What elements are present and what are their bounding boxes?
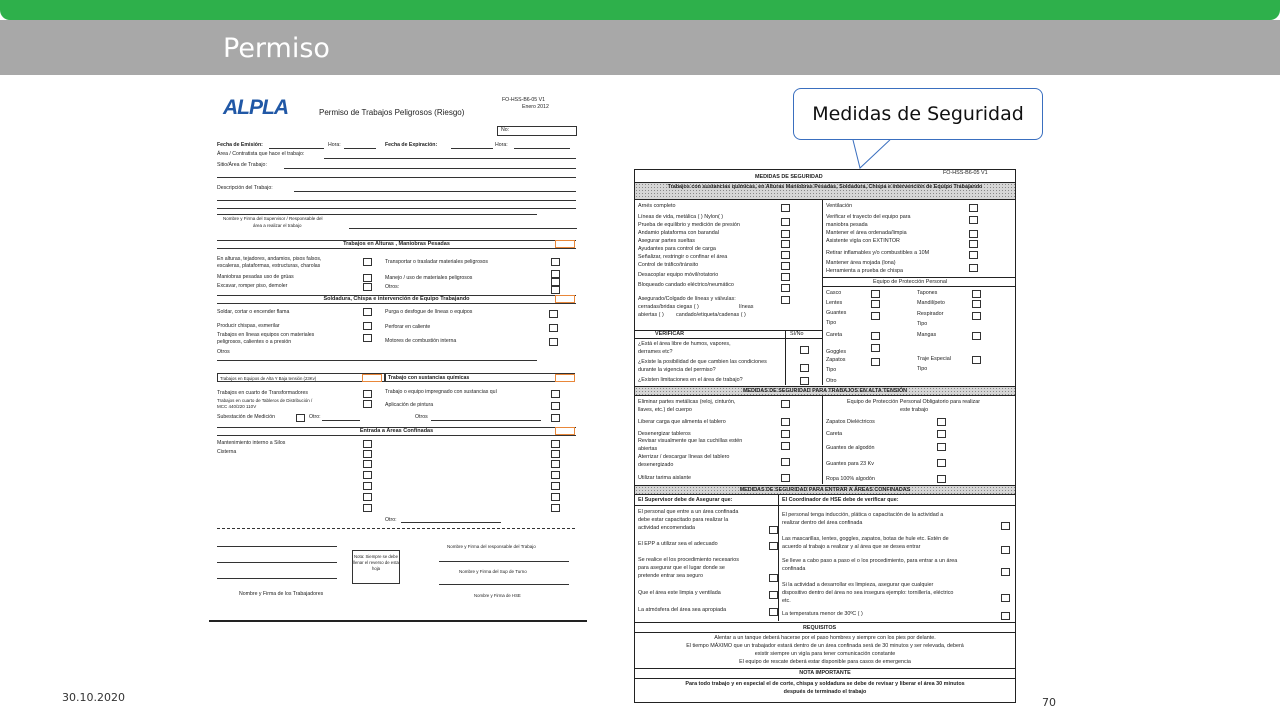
requirement-line: El equipo de rescate deberá estar disponible para casos de emergencia [739, 659, 911, 665]
s3-item: actividad encomendada [638, 525, 695, 531]
checkbox[interactable] [1001, 568, 1010, 576]
checkbox[interactable] [800, 364, 809, 372]
s1-item-right: Retirar inflamables y/o combustibles a 10M [826, 250, 930, 256]
s1-item-right: Verificar el trayecto del equipo para [826, 214, 911, 220]
issue-date-label: Fecha de Emisión: [217, 142, 263, 148]
checkbox[interactable] [800, 346, 809, 354]
s3-item-right: Las mascarillas, lentes, goggles, zapatos, botas de hule etc. Estén de [782, 536, 949, 542]
s3-item-right: Se lleve a cabo paso a paso el o los procedimiento, para entrar a un área [782, 558, 958, 564]
s3-item: debe estar capacitado para realizar la [638, 517, 729, 523]
checkbox[interactable] [551, 414, 560, 422]
checkbox[interactable] [549, 338, 558, 346]
note-box [352, 550, 400, 584]
callout-label: Medidas de Seguridad [793, 88, 1043, 140]
checkbox[interactable] [781, 418, 790, 426]
checkbox[interactable] [551, 286, 560, 294]
checkbox[interactable] [551, 504, 560, 512]
checkbox[interactable] [781, 204, 790, 212]
s1-item: Andamio plataforma con barandal [638, 230, 719, 236]
checkbox[interactable] [781, 442, 790, 450]
hse-heading: El Coordinador de HSE debe de verificar que: [782, 497, 899, 503]
checkbox[interactable] [871, 358, 880, 366]
checkbox[interactable] [1001, 594, 1010, 602]
exp-date-label: Fecha de Expiración: [385, 142, 438, 148]
s3-item-right: El personal tenga inducción, plática o capacitación de la actividad a [782, 512, 944, 518]
checkbox[interactable] [363, 308, 372, 316]
s1-item: Asegurar partes sueltas [638, 238, 695, 244]
yes-no-heading: SI/No [790, 331, 804, 337]
checkbox[interactable] [551, 440, 560, 448]
s3-item-right: Trabajo o equipo impregnado con sustancias quí [385, 389, 497, 395]
s3-item: para asegurar que el lugar donde se [638, 565, 725, 571]
section-high-voltage: MEDIDAS DE SEGURIDAD PARA TRABAJOS EN ALTA TENSIÓN [635, 386, 1015, 396]
s1-item: Asegurado/Colgado de líneas y válvulas: [638, 296, 736, 302]
checkbox[interactable] [296, 414, 305, 422]
s1-item-right: maniobra pesada [826, 222, 868, 228]
signature-workers: Nombre y Firma de los Trabajadores [239, 591, 324, 597]
checkbox[interactable] [871, 290, 880, 298]
alpla-logo: ALPLA [223, 96, 288, 119]
checkbox[interactable] [871, 300, 880, 308]
s2-item: Producir chispas, esmerilar [217, 323, 280, 329]
checkbox[interactable] [363, 493, 372, 501]
checkbox[interactable] [363, 471, 372, 479]
s1-item: Ayudantes para control de carga [638, 246, 716, 252]
checkbox[interactable] [363, 400, 372, 408]
checkbox[interactable] [969, 216, 978, 224]
section-safety-heights: Trabajos con sustancias químicas, en Alturas Maniobras Pesadas, Soldadura, Chispa e intervención de Equipo Trabajando [635, 182, 1015, 200]
s3-item-right: etc. [782, 598, 791, 604]
s3-item-right: acuerdo al trabajo a realizar y al área que se desea entrar [782, 544, 921, 550]
epp-item: Lentes [826, 300, 843, 306]
epp-item-right: Tipo [917, 321, 928, 327]
checkbox[interactable] [549, 310, 558, 318]
s1-item: escaleras, plataformas, estructuras, charolas [217, 263, 321, 269]
checkbox[interactable] [969, 204, 978, 212]
s3-item-right: dispositivo dentro del área no sea insegura ejemplo: tornillería, eléctrico [782, 590, 954, 596]
important-note-heading: NOTA IMPORTANTE [799, 670, 851, 676]
section-tension-checkbox[interactable] [362, 374, 382, 382]
top-accent-strip [0, 0, 1280, 20]
s3-item: Otro: [309, 414, 321, 420]
checkbox[interactable] [769, 608, 778, 616]
s1-item: abiertas ( ) [638, 312, 664, 318]
s3-item-right: Aplicación de pintura [385, 402, 434, 408]
epp-item: Goggles [826, 349, 847, 355]
s2-item-right: Equipo de Protección Personal Obligatorio para realizar [847, 399, 981, 405]
checkbox[interactable] [769, 574, 778, 582]
checkbox[interactable] [1001, 522, 1010, 530]
s2-item: Utilizar tarima aislante [638, 475, 692, 481]
checkbox[interactable] [551, 402, 560, 410]
signature-supervisor: Nombre y Firma del Sup de Turno [459, 569, 527, 574]
epp-item-right: Tapones [917, 290, 938, 296]
hour2-label: Hora: [495, 142, 508, 148]
s1-item: Bloqueado candado eléctrico/neumático [638, 282, 734, 288]
s2-item: Trabajos en líneas equipos con materiales [217, 332, 315, 338]
s1-item-right: Asistente vigía con EXTINTOR [826, 238, 900, 244]
form-code: FO-HSS-B6-05 V1 [502, 97, 545, 103]
checkbox[interactable] [781, 240, 790, 248]
checkbox[interactable] [551, 460, 560, 468]
checkbox[interactable] [363, 283, 372, 291]
cut-line [217, 528, 575, 529]
s3-item: pretende entrar sea seguro [638, 573, 704, 579]
epp-item: Guantes [826, 310, 847, 316]
note-line: llenar el reverso de esta [353, 560, 399, 565]
description-label: Descripción del Trabajo: [217, 185, 273, 191]
checkbox[interactable] [800, 377, 809, 385]
checkbox[interactable] [363, 390, 372, 398]
checkbox[interactable] [781, 218, 790, 226]
s2-item-right: Guantes de algodón [826, 445, 875, 451]
checkbox[interactable] [781, 430, 790, 438]
epp-item-right: Traje Especial [917, 356, 951, 362]
checkbox[interactable] [363, 274, 372, 282]
s1-item: Maniobras pesadas uso de grúas [217, 274, 294, 280]
s1-item-right: Mantener área mojada (lona) [826, 260, 896, 266]
s2-item: desenergizado [638, 462, 674, 468]
checkbox[interactable] [871, 344, 880, 352]
s1-item: candado/etiqueta/cadenas ( ) [676, 312, 746, 318]
s2-item-right: Zapatos Dieléctricos [826, 419, 875, 425]
section-welding-checkbox[interactable] [555, 295, 575, 303]
s2-item-right: Motores de combustión interna [385, 338, 457, 344]
s3-item: MCC 440/220 110V [217, 404, 257, 409]
s1-item: Control de tráfico/tránsito [638, 262, 699, 268]
section-heights-checkbox[interactable] [555, 240, 575, 248]
signature-responsable: Nombre y Firma del responsable del Trabajo [447, 544, 536, 549]
s1-item-right: Otros: [385, 284, 400, 290]
s3-item: El personal que entre a un área confinada [638, 509, 739, 515]
s1-item: En alturas, tejadores, andamios, pisos falsos, [217, 256, 322, 262]
note-line: hoja [371, 566, 381, 571]
section-tension-bar: Trabajos en Equipos de Alta Y Baja tensión (23Kv) [217, 373, 385, 382]
checkbox[interactable] [781, 230, 790, 238]
s2-item-right: Guantes para 23 Kv [826, 461, 874, 467]
s2-item: Soldar, cortar o encender flama [217, 309, 290, 315]
form-bottom-rule [209, 620, 587, 622]
checkbox[interactable] [781, 296, 790, 304]
s1-item-right: Transportar o trasladar materiales peligrosos [385, 259, 489, 265]
s3-item-right: Otros [415, 414, 428, 420]
epp-item: Otro [826, 378, 837, 384]
s1-item-right: Herramienta a prueba de chispa [826, 268, 904, 274]
checkbox[interactable] [769, 542, 778, 550]
checkbox[interactable] [972, 332, 981, 340]
checkbox[interactable] [363, 450, 372, 458]
verify-item: ¿Está el área libre de humos, vapores, [638, 341, 731, 347]
s1-item: Excavar, romper piso, demoler [217, 283, 288, 289]
checkbox[interactable] [551, 471, 560, 479]
slide-title: Permiso [223, 33, 330, 64]
s3-item: La atmósfera del área sea apropiada [638, 607, 727, 613]
checkbox[interactable] [1001, 546, 1010, 554]
checkbox[interactable] [551, 278, 560, 286]
s3-item: Trabajos en cuarto de Tableros de Distribución / [217, 398, 313, 403]
permit-form-back [634, 169, 1016, 703]
checkbox[interactable] [937, 430, 946, 438]
epp-item: Tipo [826, 320, 837, 326]
s3-item-right: Si la actividad a desarrollar es limpieza, asegurar que cualquier [782, 582, 934, 588]
s2-item: Desenergizar tableros [638, 431, 691, 437]
checkbox[interactable] [969, 240, 978, 248]
epp-item: Tipo [826, 367, 837, 373]
checkbox[interactable] [781, 400, 790, 408]
no-label: No: [501, 127, 510, 133]
checkbox[interactable] [363, 334, 372, 342]
form-code: FO-HSS-B6-05 V1 [943, 170, 988, 176]
s2-item-right: Purga o desfogue de líneas o equipos [385, 309, 473, 315]
checkbox[interactable] [769, 526, 778, 534]
s2-item-right: Careta [826, 431, 843, 437]
requirement-line: existir siempre un vigía para tener comunicación constante [754, 651, 896, 657]
checkbox[interactable] [769, 591, 778, 599]
checkbox[interactable] [972, 312, 981, 320]
s3-item: Se realice el los procedimiento necesarios [638, 557, 739, 563]
s3-item: Que el área este limpia y ventilada [638, 590, 721, 596]
s2-item-right: Perforar en caliente [385, 324, 431, 330]
s2-item: abiertas [638, 446, 658, 452]
section-confined: MEDIDAS DE SEGURIDAD PARA ENTRAR A ÁREAS CONFINADAS [635, 485, 1015, 495]
s1-item: líneas [739, 304, 754, 310]
verify-item: ¿Existe la posibilidad de que cambien las condiciones [638, 359, 767, 365]
s3-item: Subestación de Medición [217, 414, 275, 420]
s3-item: Trabajos en cuarto de Transformadores [217, 390, 308, 396]
checkbox[interactable] [969, 251, 978, 259]
checkbox[interactable] [551, 390, 560, 398]
epp-item: Zapatos [826, 357, 846, 363]
s2-item: Revisar visualmente que las cuchillas estén [638, 438, 743, 444]
epp-title: Equipo de Protección Personal [873, 279, 948, 285]
important-note-line: Para todo trabajo y en especial el de corte, chispa y soldadura se debe de revisar y liberar el área 30 minutos [685, 681, 965, 687]
checkbox[interactable] [781, 284, 790, 292]
s3-item: El EPP a utilizar sea el adecuado [638, 541, 718, 547]
checkbox[interactable] [551, 482, 560, 490]
page-number: 70 [1042, 696, 1056, 709]
verify-item: durante la vigencia del permiso? [638, 367, 716, 373]
s2-item: Aterrizar / descargar líneas del tablero [638, 454, 730, 460]
checkbox[interactable] [781, 262, 790, 270]
permit-form-front [209, 88, 587, 623]
checkbox[interactable] [551, 270, 560, 278]
s3-item-right: realizar dentro del área confinada [782, 520, 863, 526]
epp-item-right: Tipo [917, 366, 928, 372]
supervisor-label-2: área a realizar el trabajo [253, 223, 302, 228]
checkbox[interactable] [363, 440, 372, 448]
checkbox[interactable] [551, 258, 560, 266]
epp-item: Careta [826, 332, 843, 338]
s1-item-right: Ventilación [826, 203, 853, 209]
supervisor-heading: El Supervisor debe de Asegurar que: [638, 497, 733, 503]
checkbox[interactable] [937, 418, 946, 426]
s1-item: Desacoplar equipo móvil/rotatorio [638, 272, 719, 278]
checkbox[interactable] [1001, 612, 1010, 620]
checkbox[interactable] [969, 264, 978, 272]
checkbox[interactable] [781, 458, 790, 466]
section-confined-bar: Entrada a Áreas Confinadas [217, 427, 576, 436]
checkbox[interactable] [781, 474, 790, 482]
area-label: Área / Contratista que hace el trabajo: [217, 151, 305, 157]
s1-item: cerradas/bridas ciegas ( ) [638, 304, 699, 310]
s1-item: Prueba de equilibrio y medición de presión [638, 222, 740, 228]
checkbox[interactable] [937, 459, 946, 467]
requirement-line: El tiempo MÁXIMO que un trabajador estará dentro de un área confinada será de 30 minutos y ser relevada, deberá [686, 643, 964, 649]
section-chemicals-bar: Trabajo con sustancias químicas [385, 373, 575, 382]
s2-item: Liberar carga que alimenta el tablero [638, 419, 726, 425]
checkbox[interactable] [937, 443, 946, 451]
s2-item: llaves, etc.) del cuerpo [638, 407, 692, 413]
checkbox[interactable] [972, 290, 981, 298]
form-title: Permiso de Trabajos Peligrosos (Riesgo) [319, 108, 465, 117]
s1-item-right: Mantener el área ordenada/limpia [826, 230, 907, 236]
checkbox[interactable] [363, 258, 372, 266]
epp-item-right: Mandil/peto [917, 300, 945, 306]
footer-date: 30.10.2020 [62, 691, 125, 704]
requirements-heading: REQUISITOS [803, 625, 837, 631]
checkbox[interactable] [781, 251, 790, 259]
s2-item-right: este trabajo [900, 407, 929, 413]
s4-item: Cisterna [217, 449, 237, 455]
site-label: Sitio/Área de Trabajo: [217, 162, 267, 168]
s2-item: peligrosos, calientes o a presión [217, 339, 292, 345]
verify-item: ¿Existen limitaciones en el área de trabajo? [638, 377, 743, 383]
form-date: Enero 2012 [522, 104, 549, 110]
s2-item-right: Ropa 100% algodón [826, 476, 875, 482]
signature-hse: Nombre y Firma de HSE [474, 593, 521, 598]
callout-pointer [850, 136, 898, 170]
important-note-line: después de terminado el trabajo [783, 689, 867, 695]
checkbox[interactable] [781, 273, 790, 281]
supervisor-label: Nombre y Firma del Supervisor / Responsable del [223, 216, 323, 221]
checkbox[interactable] [551, 493, 560, 501]
hour-label: Hora: [328, 142, 341, 148]
s1-item-right: Manejo / uso de materiales peligrosos [385, 275, 473, 281]
no-box [497, 126, 577, 136]
section-confined-checkbox[interactable] [555, 427, 575, 435]
s2-item: Eliminar partes metálicas (reloj, cinturón, [638, 399, 736, 405]
section-chemicals-checkbox[interactable] [555, 374, 575, 382]
checkbox[interactable] [937, 475, 946, 483]
s3-item-right: confinada [782, 566, 806, 572]
safety-header: MEDIDAS DE SEGURIDAD [755, 174, 823, 180]
epp-item-right: Respirador [917, 311, 944, 317]
s1-item: Líneas de vida, metálica ( ) Nylon( ) [638, 214, 724, 220]
checkbox[interactable] [363, 482, 372, 490]
s4-item: Mantenimiento interno a Silos [217, 440, 286, 446]
section-heights-bar: Trabajos en Alturas , Maniobras Pesadas [217, 240, 576, 249]
checkbox[interactable] [871, 312, 880, 320]
section-welding-bar: Soldadura, Chispa e intervención de Equipo Trabajando [217, 295, 576, 304]
epp-item: Casco [826, 290, 842, 296]
checkbox[interactable] [551, 450, 560, 458]
epp-item-right: Mangas [917, 332, 937, 338]
title-bar [0, 20, 1280, 75]
checkbox[interactable] [363, 504, 372, 512]
checkbox[interactable] [363, 322, 372, 330]
verify-heading: VERIFICAR [655, 331, 685, 337]
s1-item: Señalizar, restringir o confinar el área [638, 254, 728, 260]
note-line: Nota: Siempre se debe [354, 554, 398, 559]
checkbox[interactable] [871, 332, 880, 340]
checkbox[interactable] [363, 460, 372, 468]
s1-item: Arnés completo [638, 203, 676, 209]
checkbox[interactable] [972, 356, 981, 364]
s2-item: Otros [217, 349, 230, 355]
checkbox[interactable] [972, 300, 981, 308]
checkbox[interactable] [969, 230, 978, 238]
verify-item: derrames etc? [638, 349, 673, 355]
requirement-line: Alentar a un tanque deberá hacerse por el paso hombres y siempre con los pies por delante. [714, 635, 936, 641]
s3-item-right: La temperatura menor de 30ºC ( ) [782, 611, 863, 617]
other-label: Otro: [385, 517, 397, 523]
checkbox[interactable] [549, 324, 558, 332]
